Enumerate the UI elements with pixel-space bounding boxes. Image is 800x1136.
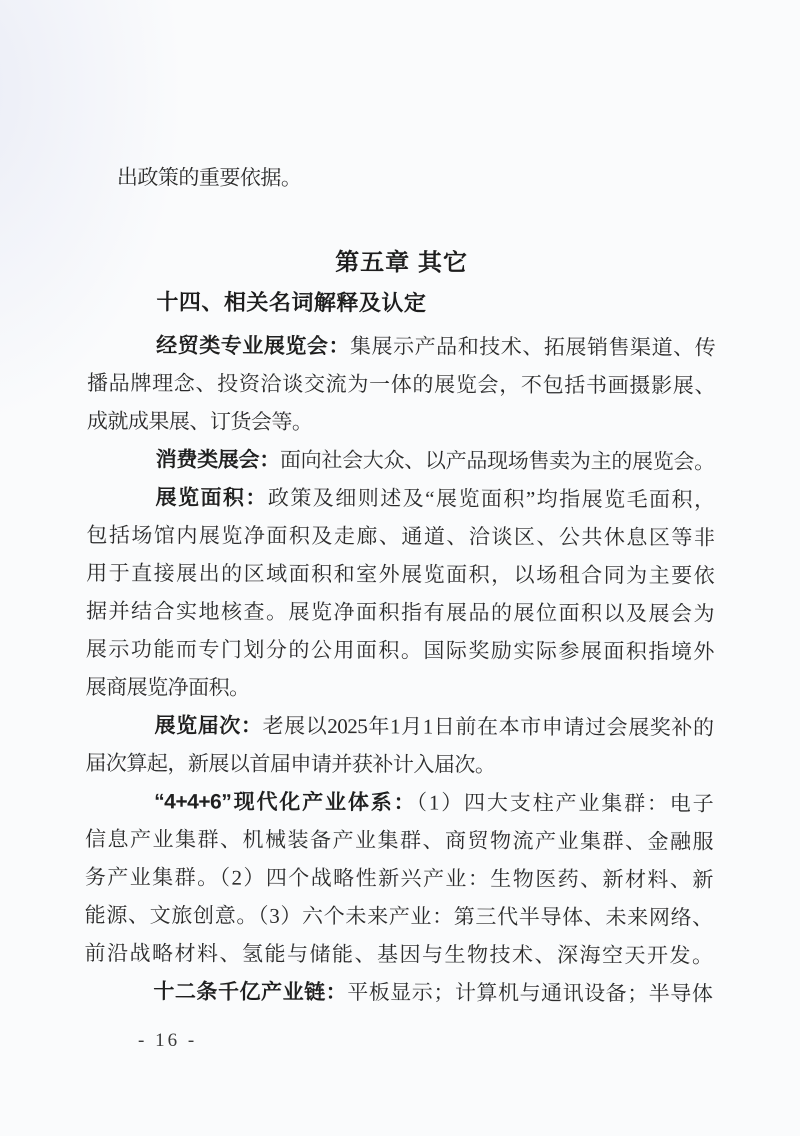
paragraph (87, 326, 715, 443)
text-line: 展览届次：老展以2025年1月1日前在本市申请过会展奖补的 (154, 713, 714, 740)
text-line: 届次算起，新展以首届申请并获补计入届次。 (85, 750, 496, 777)
text-line: 成就成果展、订货会等。 (86, 408, 313, 434)
page-content (84, 158, 716, 1013)
section-heading: 十四、相关名词解释及认定 (156, 289, 427, 316)
text-line: 消费类展会：面向社会大众、以产品现场售卖为主的展览会。 (155, 447, 715, 474)
term-label: 展览面积： (155, 486, 268, 510)
term-label: 展览届次： (154, 714, 263, 738)
text-line: 十二条千亿产业链：平板显示；计算机与通讯设备；半导体 (153, 980, 713, 1006)
paragraph (84, 972, 712, 1013)
text-line: 展商展览净面积。 (85, 674, 250, 700)
text-line: 播品牌理念、投资洽谈交流为一体的展览会，不包括书画摄影展、 (86, 370, 716, 398)
paragraphs (84, 326, 715, 1013)
chapter-heading: 第五章 其它 (335, 249, 468, 277)
text-line: 信息产业集群、机械装备产业集群、商贸物流产业集群、金融服 (84, 826, 714, 854)
paragraph (86, 478, 715, 709)
term-label: 经贸类专业展览会： (156, 334, 351, 359)
paragraph (85, 706, 713, 785)
paragraph (87, 440, 715, 481)
term-label: 十二条千亿产业链： (153, 980, 348, 1005)
text-line: 务产业集群。（2）四个战略性新兴产业：生物医药、新材料、新 (84, 864, 713, 892)
page-number: - 16 - (138, 1030, 198, 1051)
paragraph (84, 782, 713, 975)
text-line: 据并结合实地核查。展览净面积指有展品的展位面积以及展会为 (85, 598, 715, 626)
text-line: “4+4+6”现代化产业体系：（1）四大支柱产业集群：电子 (154, 790, 714, 816)
intro-paragraph: 出政策的重要依据。 (116, 165, 302, 190)
text-line: 展示功能而专门划分的公用面积。国际奖励实际参展面积指境外 (85, 636, 714, 664)
text-line: 前沿战略材料、氢能与储能、基因与生物技术、深海空天开发。 (84, 940, 713, 968)
text-line: 展览面积：政策及细则述及“展览面积”均指展览毛面积， (155, 485, 715, 512)
term-label: 消费类展会： (155, 448, 281, 472)
text-line: 用于直接展出的区域面积和室外展览面积，以场租合同为主要依 (86, 560, 715, 588)
term-label: “4+4+6”现代化产业体系： (154, 790, 417, 815)
text-line: 经贸类专业展览会：集展示产品和技术、拓展销售渠道、传 (156, 334, 716, 360)
text-line: 包括场馆内展览净面积及走廊、通道、洽谈区、公共休息区等非 (86, 522, 715, 550)
text-line: 能源、文旅创意。（3）六个未来产业：第三代半导体、未来网络、 (84, 902, 713, 930)
